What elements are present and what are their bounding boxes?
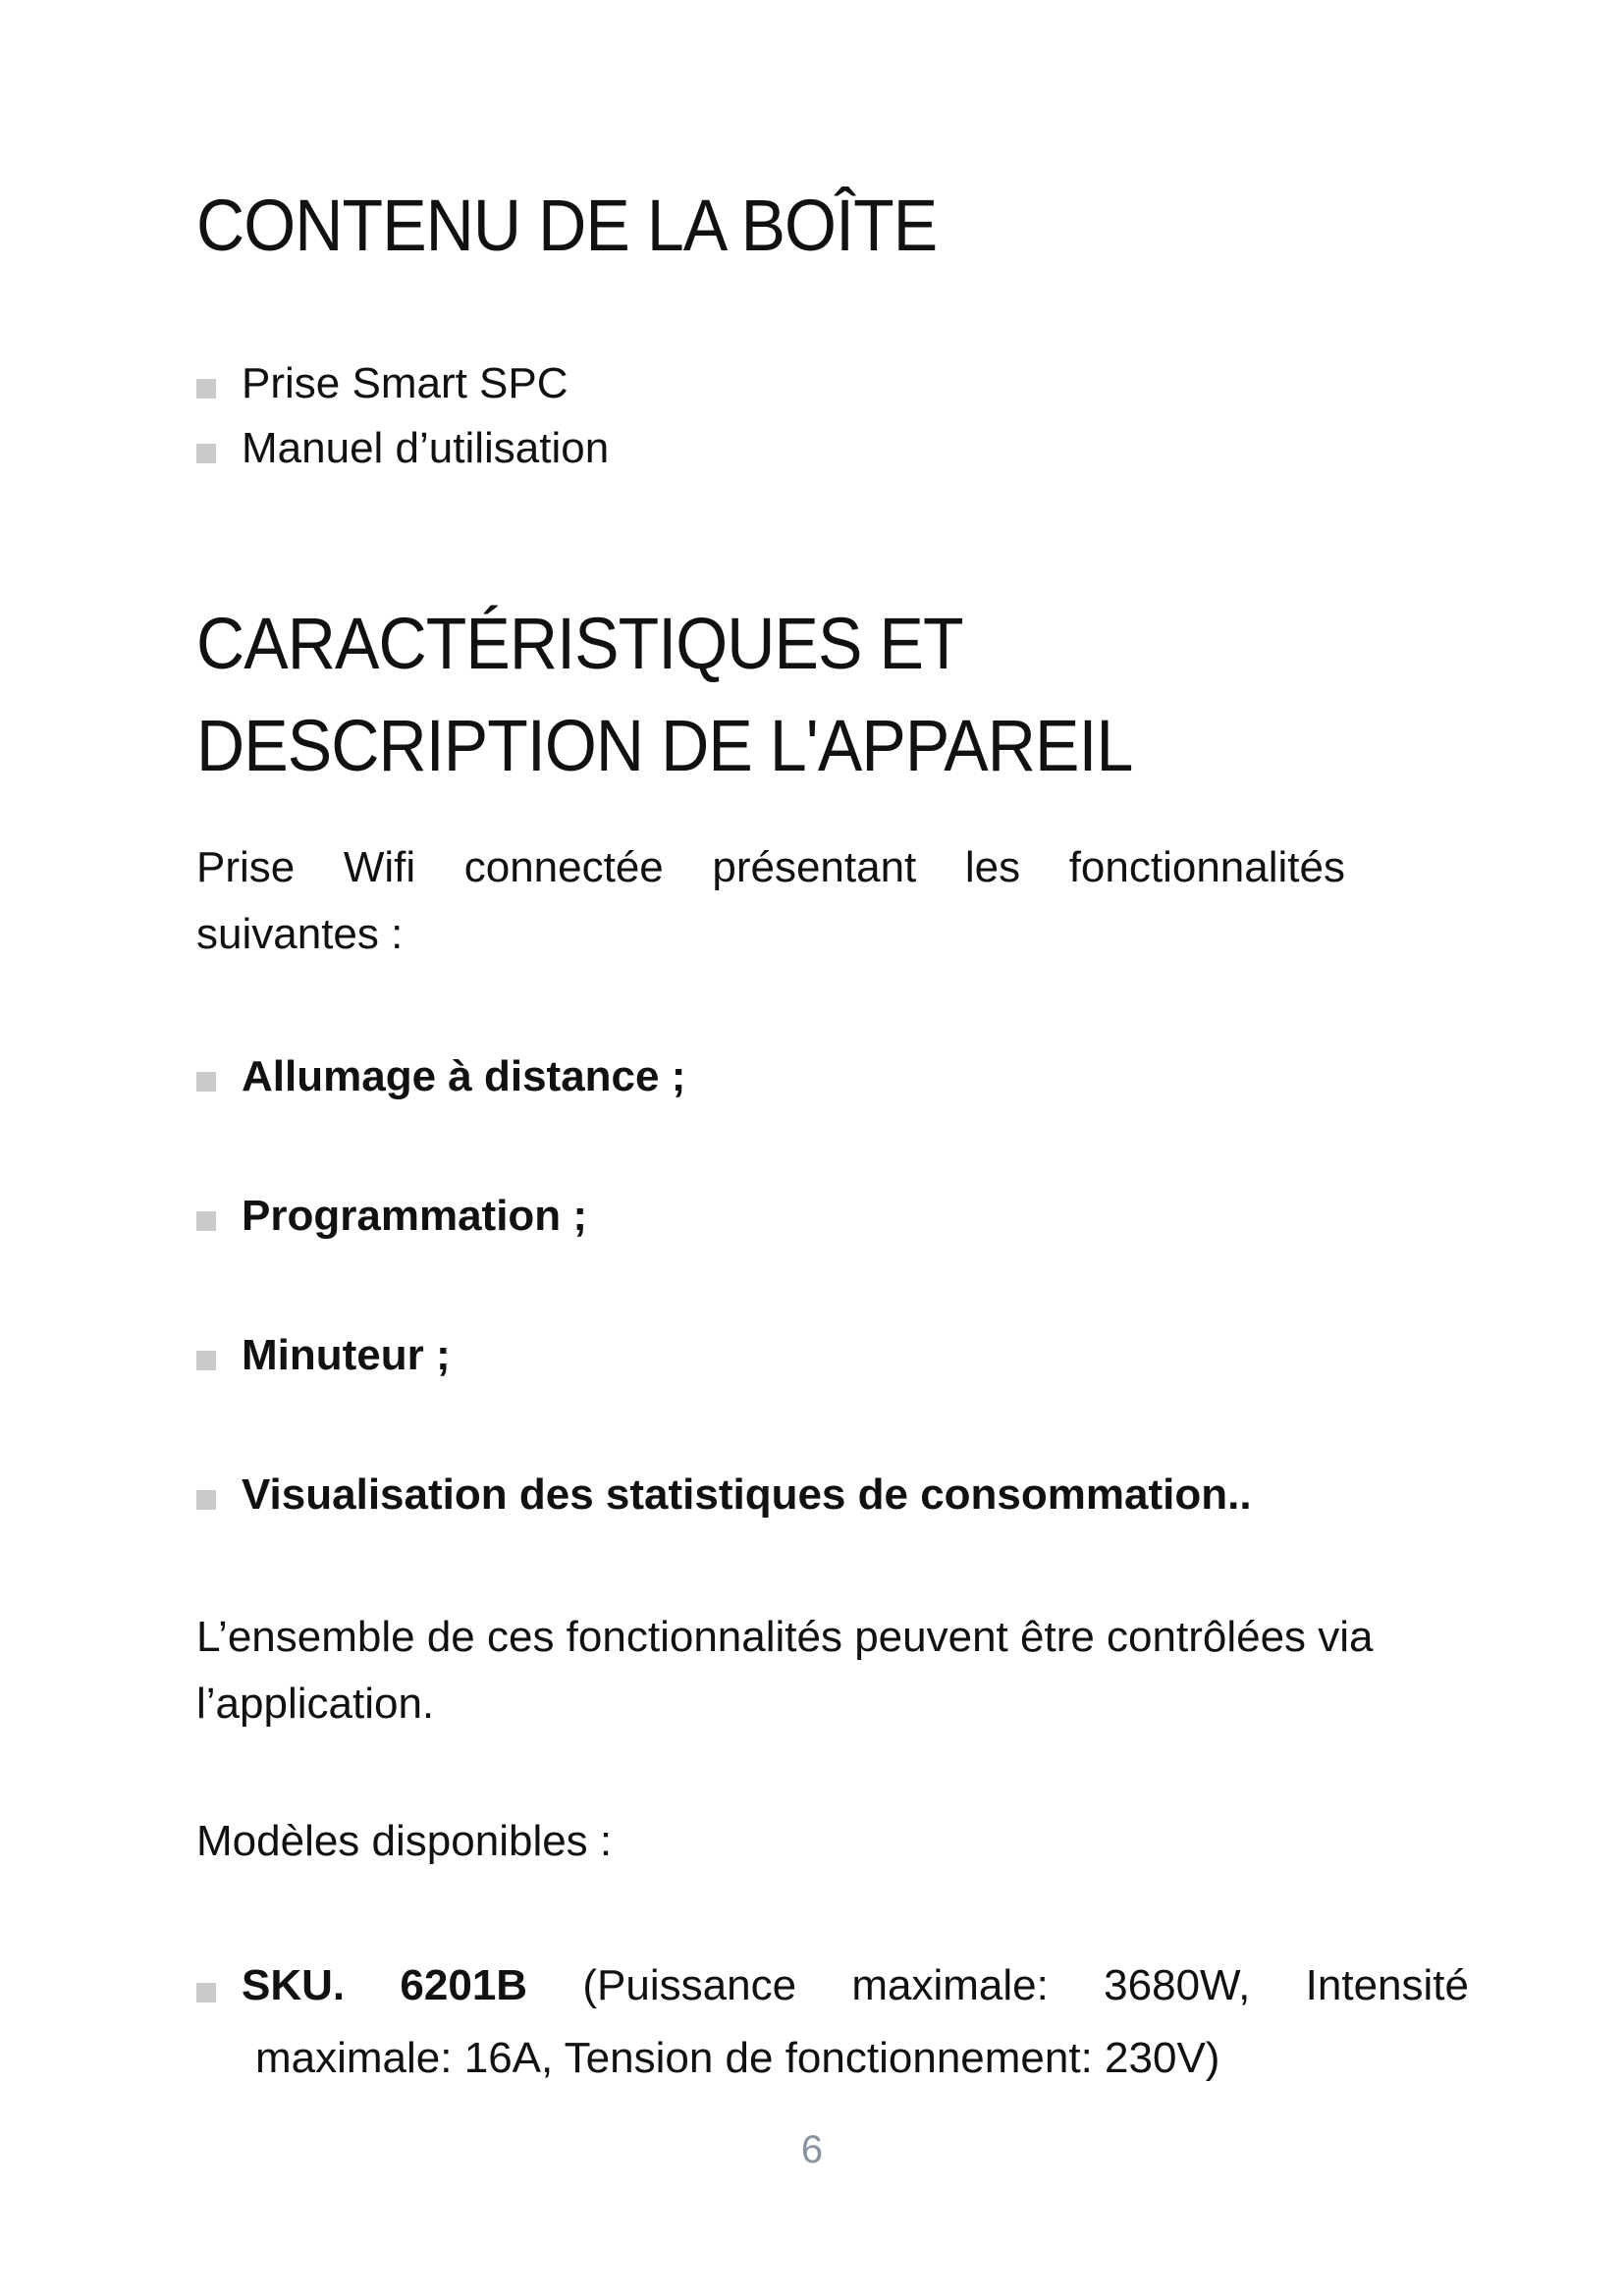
features-intro: Prise Wifi connectée présentant les fonctionnalités suivantes :: [196, 843, 1345, 958]
section-title-box-contents: CONTENU DE LA BOÎTE: [196, 185, 938, 266]
feature-item: [196, 1463, 1252, 1527]
bullet-square-icon: [196, 1211, 216, 1231]
model-line-1: [242, 1949, 1469, 2022]
models-label: Modèles disponibles :: [196, 1817, 613, 1865]
bullet-square-icon: [196, 1490, 216, 1510]
sku-code: SKU. 6201B: [242, 1961, 528, 2009]
control-note: L’ensemble de ces fonctionnalités peuvent être contrôlées via l’application.: [196, 1613, 1374, 1728]
feature-label: Minuteur ;: [242, 1331, 451, 1379]
list-item-label: Prise Smart SPC: [242, 359, 568, 407]
feature-item: [196, 1044, 685, 1109]
section-title-features: CARACTÉRISTIQUES ET DESCRIPTION DE L'APPAREIL: [196, 603, 1133, 786]
bullet-square-icon: [196, 1983, 216, 2002]
list-item: [196, 416, 609, 481]
model-specs-2: maximale: 16A, Tension de fonctionnement: 230V): [255, 2034, 1220, 2082]
bullet-square-icon: [196, 379, 216, 399]
page-number: 6: [800, 2128, 824, 2171]
box-contents-list: [196, 351, 609, 481]
model-item: [196, 1949, 1469, 2095]
model-specs-1: (Puissance maximale: 3680W, Intensité: [582, 1961, 1469, 2009]
feature-item: [196, 1323, 451, 1388]
feature-label: Programmation ;: [242, 1192, 588, 1240]
feature-label: Visualisation des statistiques de consommation..: [242, 1470, 1252, 1519]
list-item: [196, 351, 609, 416]
list-item-label: Manuel d’utilisation: [242, 424, 610, 472]
feature-item: [196, 1184, 587, 1249]
bullet-square-icon: [196, 444, 216, 463]
bullet-square-icon: [196, 1072, 216, 1092]
feature-label: Allumage à distance ;: [242, 1052, 686, 1100]
bullet-square-icon: [196, 1351, 216, 1370]
